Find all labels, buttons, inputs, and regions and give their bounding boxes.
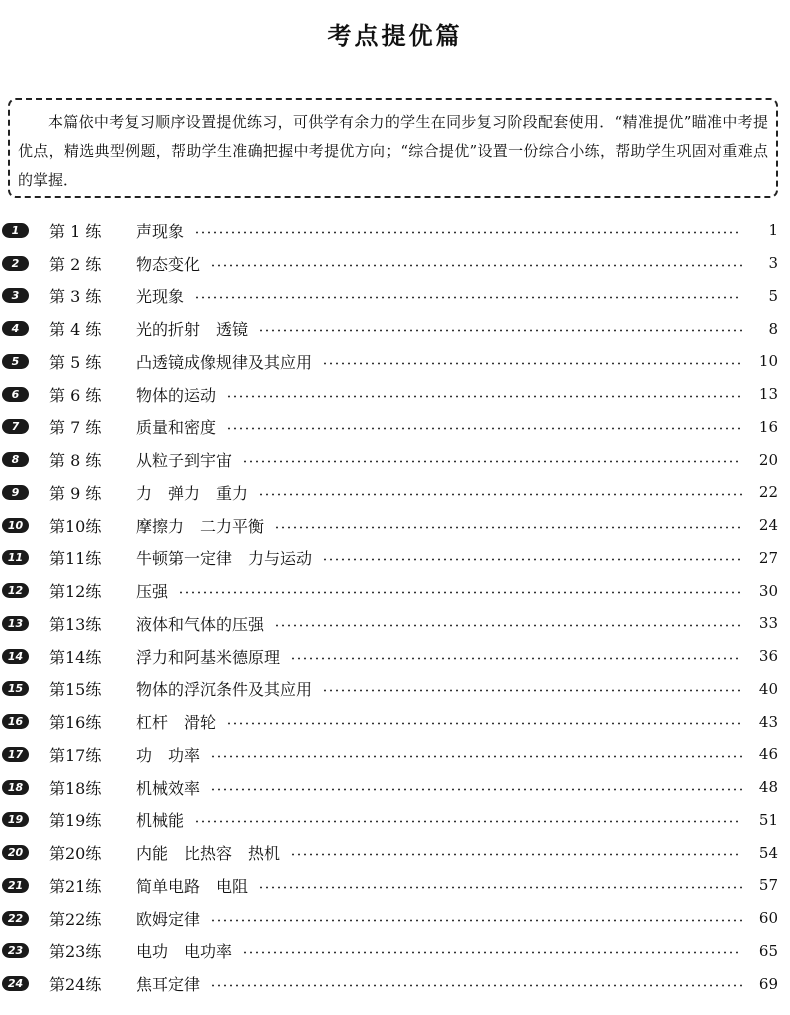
lesson-number-badge: 12 xyxy=(2,583,29,598)
dot-leader xyxy=(226,395,742,398)
toc-entry[interactable] xyxy=(0,836,790,869)
dot-leader xyxy=(194,820,742,823)
dot-leader xyxy=(322,362,742,365)
page-number: 20 xyxy=(758,450,778,469)
lesson-label: 第 4 练 xyxy=(49,320,102,340)
lesson-number-badge: 7 xyxy=(2,419,29,434)
page-number: 13 xyxy=(758,385,778,404)
lesson-topic: 液体和气体的压强 xyxy=(136,614,265,634)
lesson-topic: 光的折射 透镜 xyxy=(136,320,249,340)
dot-leader xyxy=(210,264,742,267)
lesson-topic: 焦耳定律 xyxy=(136,975,201,995)
page-number: 36 xyxy=(758,647,778,666)
toc-entry[interactable] xyxy=(0,935,790,968)
page-number: 27 xyxy=(758,548,778,567)
page-number: 5 xyxy=(768,286,778,305)
toc-entry[interactable] xyxy=(0,673,790,706)
toc-entry[interactable] xyxy=(0,967,790,1000)
dot-leader xyxy=(210,984,742,987)
lesson-topic: 欧姆定律 xyxy=(136,909,201,929)
lesson-topic: 光现象 xyxy=(136,287,185,307)
lesson-topic: 力 弹力 重力 xyxy=(136,483,249,503)
lesson-label: 第13练 xyxy=(49,614,102,634)
dot-leader xyxy=(194,296,742,299)
lesson-label: 第17练 xyxy=(49,745,102,765)
toc-entry[interactable] xyxy=(0,345,790,378)
toc-entry[interactable] xyxy=(0,804,790,837)
dot-leader xyxy=(210,755,742,758)
page-title: 考点提优篇 xyxy=(327,22,463,50)
lesson-number-badge: 11 xyxy=(2,550,29,565)
dot-leader xyxy=(226,722,742,725)
page-number: 24 xyxy=(758,516,778,535)
lesson-label: 第 5 练 xyxy=(49,352,102,372)
page-number: 33 xyxy=(758,614,778,633)
dot-leader xyxy=(290,853,742,856)
page-number: 60 xyxy=(758,909,778,928)
lesson-topic: 电功 电功率 xyxy=(136,942,233,962)
lesson-label: 第20练 xyxy=(49,844,102,864)
lesson-label: 第23练 xyxy=(49,942,102,962)
lesson-topic: 压强 xyxy=(136,582,169,602)
lesson-topic: 物体的运动 xyxy=(136,385,217,405)
lesson-label: 第 8 练 xyxy=(49,451,102,471)
lesson-topic: 内能 比热容 热机 xyxy=(136,844,281,864)
lesson-topic: 功 功率 xyxy=(136,745,201,765)
page-number: 69 xyxy=(758,974,778,993)
toc-entry[interactable] xyxy=(0,574,790,607)
dot-leader xyxy=(322,689,742,692)
toc-entry[interactable] xyxy=(0,771,790,804)
lesson-topic: 机械能 xyxy=(136,811,185,831)
page-number: 8 xyxy=(768,319,778,338)
lesson-number-badge: 2 xyxy=(2,256,29,271)
lesson-label: 第 1 练 xyxy=(49,221,102,241)
dot-leader xyxy=(258,329,742,332)
page-number: 1 xyxy=(768,221,778,240)
page-number: 51 xyxy=(758,810,778,829)
lesson-label: 第 3 练 xyxy=(49,287,102,307)
toc-entry[interactable] xyxy=(0,607,790,640)
lesson-label: 第10练 xyxy=(49,516,102,536)
lesson-label: 第19练 xyxy=(49,811,102,831)
lesson-number-badge: 4 xyxy=(2,321,29,336)
lesson-number-badge: 5 xyxy=(2,354,29,369)
toc-entry[interactable] xyxy=(0,280,790,313)
dot-leader xyxy=(258,493,742,496)
lesson-topic: 简单电路 电阻 xyxy=(136,876,249,896)
dot-leader xyxy=(210,788,742,791)
dot-leader xyxy=(322,558,742,561)
toc-entry[interactable] xyxy=(0,902,790,935)
toc-entry[interactable] xyxy=(0,705,790,738)
lesson-number-badge: 24 xyxy=(2,976,29,991)
lesson-topic: 机械效率 xyxy=(136,778,201,798)
lesson-topic: 声现象 xyxy=(136,221,185,241)
lesson-label: 第 2 练 xyxy=(49,254,102,274)
toc-entry[interactable] xyxy=(0,411,790,444)
lesson-label: 第12练 xyxy=(49,582,102,602)
lesson-number-badge: 10 xyxy=(2,518,29,533)
toc-entry[interactable] xyxy=(0,509,790,542)
page-number: 16 xyxy=(758,417,778,436)
lesson-number-badge: 9 xyxy=(2,485,29,500)
lesson-number-badge: 17 xyxy=(2,747,29,762)
intro-box: 本篇依中考复习顺序设置提优练习，可供学有余力的学生在同步复习阶段配套使用．“精准提优”瞄准中考提优点，精选典型例题，帮助学生准确把握中考提优方向；“综合提优”设置一份综合小练，帮助学生巩固对重难点的掌握． xyxy=(8,98,778,198)
toc-entry[interactable] xyxy=(0,476,790,509)
lesson-topic: 牛顿第一定律 力与运动 xyxy=(136,549,313,569)
lesson-topic: 物态变化 xyxy=(136,254,201,274)
lesson-label: 第15练 xyxy=(49,680,102,700)
lesson-topic: 摩擦力 二力平衡 xyxy=(136,516,265,536)
lesson-label: 第22练 xyxy=(49,909,102,929)
lesson-number-badge: 15 xyxy=(2,681,29,696)
dot-leader xyxy=(274,624,742,627)
lesson-number-badge: 18 xyxy=(2,780,29,795)
lesson-label: 第21练 xyxy=(49,876,102,896)
lesson-number-badge: 14 xyxy=(2,649,29,664)
page-number: 43 xyxy=(758,712,778,731)
lesson-topic: 杠杆 滑轮 xyxy=(136,713,217,733)
lesson-number-badge: 13 xyxy=(2,616,29,631)
page-number: 3 xyxy=(768,254,778,273)
page-number: 54 xyxy=(758,843,778,862)
page-number: 46 xyxy=(758,745,778,764)
dot-leader xyxy=(290,657,742,660)
toc-entry[interactable] xyxy=(0,640,790,673)
dot-leader xyxy=(242,460,742,463)
lesson-number-badge: 16 xyxy=(2,714,29,729)
toc-entry[interactable] xyxy=(0,542,790,575)
lesson-number-badge: 21 xyxy=(2,878,29,893)
lesson-label: 第16练 xyxy=(49,713,102,733)
toc-entry[interactable] xyxy=(0,247,790,280)
lesson-label: 第11练 xyxy=(49,549,102,569)
lesson-number-badge: 20 xyxy=(2,845,29,860)
lesson-topic: 从粒子到宇宙 xyxy=(136,451,233,471)
lesson-label: 第18练 xyxy=(49,778,102,798)
page-number: 22 xyxy=(758,483,778,502)
page-number: 57 xyxy=(758,876,778,895)
lesson-label: 第14练 xyxy=(49,647,102,667)
lesson-topic: 凸透镜成像规律及其应用 xyxy=(136,352,313,372)
lesson-topic: 浮力和阿基米德原理 xyxy=(136,647,281,667)
lesson-label: 第 6 练 xyxy=(49,385,102,405)
lesson-label: 第 7 练 xyxy=(49,418,102,438)
lesson-topic: 质量和密度 xyxy=(136,418,217,438)
dot-leader xyxy=(226,427,742,430)
dot-leader xyxy=(274,526,742,529)
dot-leader xyxy=(242,951,742,954)
page-number: 30 xyxy=(758,581,778,600)
lesson-number-badge: 3 xyxy=(2,288,29,303)
page-number: 65 xyxy=(758,941,778,960)
toc-entry[interactable] xyxy=(0,214,790,247)
lesson-label: 第 9 练 xyxy=(49,483,102,503)
dot-leader xyxy=(210,919,742,922)
dot-leader xyxy=(194,231,742,234)
toc-entry[interactable] xyxy=(0,869,790,902)
page-number: 40 xyxy=(758,679,778,698)
lesson-number-badge: 22 xyxy=(2,911,29,926)
toc-entry[interactable] xyxy=(0,312,790,345)
lesson-number-badge: 23 xyxy=(2,943,29,958)
page-number: 10 xyxy=(758,352,778,371)
lesson-topic: 物体的浮沉条件及其应用 xyxy=(136,680,313,700)
lesson-number-badge: 1 xyxy=(2,223,29,238)
toc-entry[interactable] xyxy=(0,738,790,771)
lesson-label: 第24练 xyxy=(49,975,102,995)
toc-entry[interactable] xyxy=(0,378,790,411)
lesson-number-badge: 6 xyxy=(2,387,29,402)
toc-entry[interactable] xyxy=(0,443,790,476)
dot-leader xyxy=(178,591,742,594)
page-number: 48 xyxy=(758,778,778,797)
lesson-number-badge: 8 xyxy=(2,452,29,467)
table-of-contents xyxy=(0,214,790,1000)
lesson-number-badge: 19 xyxy=(2,812,29,827)
dot-leader xyxy=(258,886,742,889)
